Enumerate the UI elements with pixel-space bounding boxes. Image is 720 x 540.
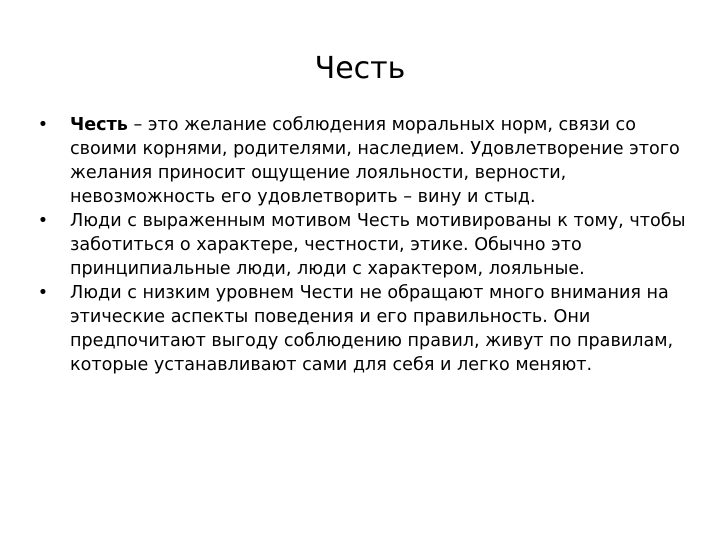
bullet-icon: • — [37, 283, 49, 303]
bullet-icon: • — [37, 211, 49, 231]
bullet-icon: • — [37, 115, 49, 135]
bullet-text: – это желание соблюдения моральных норм, связи со своими корнями, родителями, наследием. Удовлетворение этого желания приносит ощущение лояльности, верности, невозможность его удовлетворить – вину и стыд. — [70, 115, 680, 207]
bullet-term: Честь — [70, 115, 128, 135]
slide-title: Честь — [314, 51, 406, 86]
bullet-text: Люди с низким уровнем Чести не обращают много внимания на этические аспекты поведения и его правильность. Они предпочитают выгоду соблюдению правил, живут по правилам, которые устанавливают сами для себя и легко меняют. — [70, 283, 674, 375]
bullet-item-definition — [36, 113, 686, 209]
bullet-item-low-motive — [36, 281, 686, 377]
bullet-text: Люди с выраженным мотивом Честь мотивированы к тому, чтобы заботиться о характере, честности, этике. Обычно это принципиальные люди, люди с характером, лояльные. — [70, 211, 686, 279]
bullet-list — [36, 113, 686, 377]
bullet-item-high-motive — [36, 209, 686, 281]
